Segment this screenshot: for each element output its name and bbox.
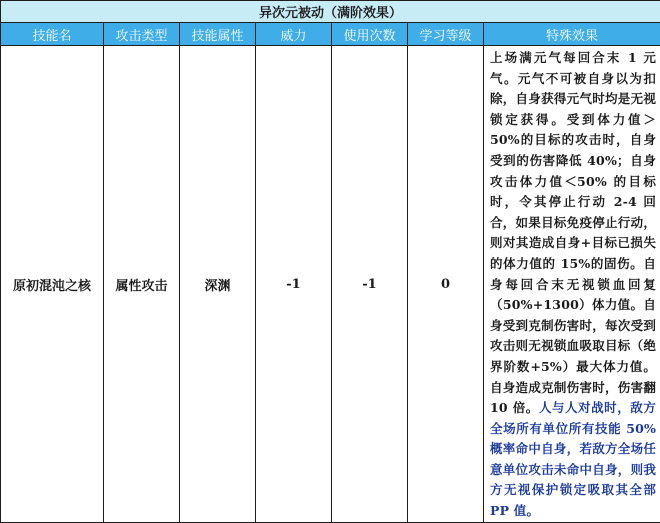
cell-learn-level: 0 (408, 46, 484, 523)
cell-power: -1 (256, 46, 332, 523)
header-power: 威力 (256, 23, 332, 46)
header-uses: 使用次数 (332, 23, 408, 46)
table-title: 异次元被动（满阶效果） (1, 1, 660, 23)
table-row (1, 46, 660, 523)
header-skill-name: 技能名 (1, 23, 104, 46)
effect-main-text: 上场满元气每回合末 1 元气。元气不可被自身以为扣除，自身获得元气时均是无视锁定获得。受到体力值＞50%的目标的攻击时，自身受到的伤害降低 40%；自身攻击体力值＜50% 的目标时，令其停止行动 2-4 回合，如果目标免疫停止行动，则对其造成自身+目标已损失的体力值的 15%的固伤。自身每回合末无视锁血回复（50%+1300）体力值。自身受到克制伤害时，每次受到攻击则无视锁血吸取目标（绝界阶数+5%）最大体力值。自身造成克制伤害时，伤害翻 10 倍。 (490, 50, 656, 415)
header-skill-attribute: 技能属性 (180, 23, 256, 46)
cell-attack-type: 属性攻击 (104, 46, 180, 523)
header-attack-type: 攻击类型 (104, 23, 180, 46)
special-effect-text (490, 48, 656, 522)
cell-uses: -1 (332, 46, 408, 523)
table-header-row (1, 23, 660, 46)
header-special-effect: 特殊效果 (484, 23, 660, 46)
cell-skill-attribute: 深渊 (180, 46, 256, 523)
table-title-row (1, 1, 660, 23)
header-learn-level: 学习等级 (408, 23, 484, 46)
effect-pvp-text: 人与人对战时，敌方全场所有单位所有技能 50%概率命中自身，若敌方全场任意单位攻击未命中自身，则我方无视保护锁定吸取其全部 PP 值。 (490, 400, 656, 518)
cell-special-effect (484, 46, 660, 523)
cell-skill-name: 原初混沌之核 (1, 46, 104, 523)
